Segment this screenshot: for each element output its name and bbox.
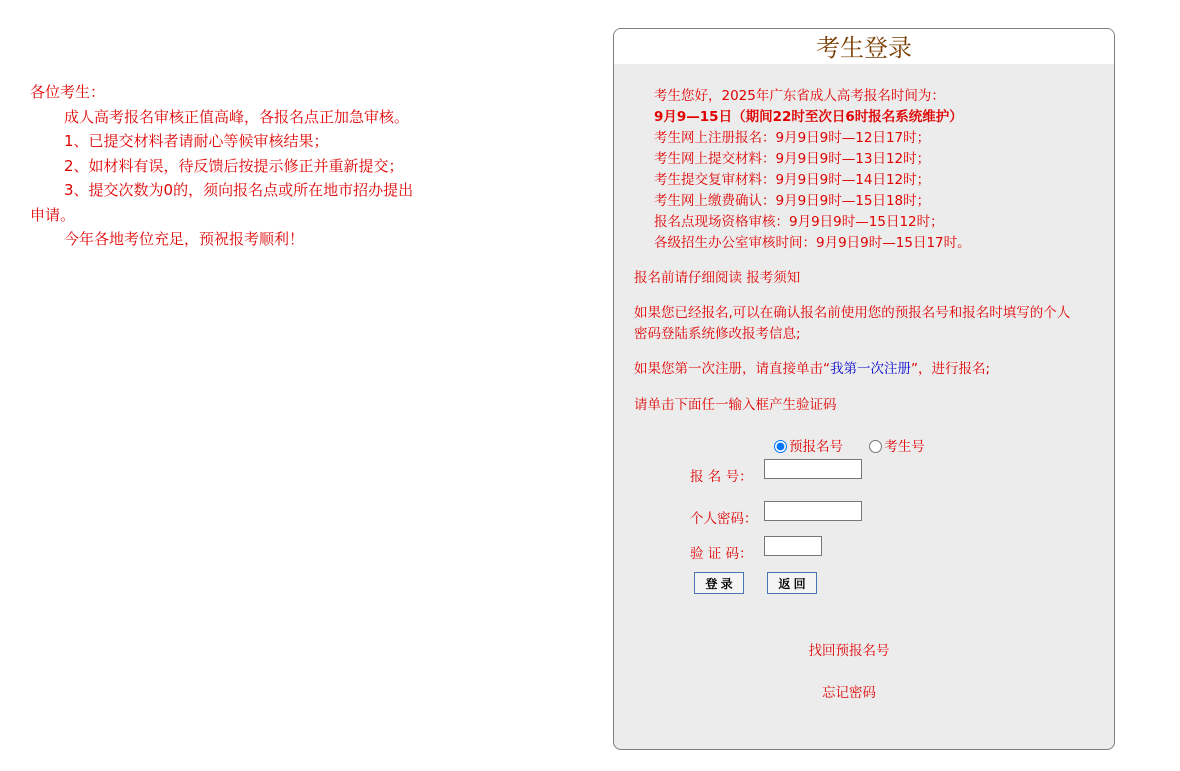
- retrieve-pre-number-link[interactable]: 找回预报名号: [808, 643, 890, 659]
- login-button[interactable]: 登 录: [694, 572, 744, 594]
- password-label: 个人密码：: [690, 511, 758, 527]
- radio-pre-registration[interactable]: [774, 439, 843, 455]
- forgot-password-link[interactable]: 忘记密码: [822, 685, 876, 701]
- id-type-selector: [774, 435, 947, 455]
- registration-schedule: [654, 86, 971, 254]
- notice-text: [30, 80, 422, 252]
- notice-line1: 成人高考报名审核正值高峰，各报名点正加急审核。: [64, 107, 410, 126]
- radio-pre-registration-input[interactable]: [774, 440, 787, 453]
- schedule-office-check: 各级招生办公室审核时间：9月9日9时—15日17时。: [654, 235, 971, 251]
- first-time-suffix: ”，进行报名;: [911, 361, 991, 377]
- registration-number-input[interactable]: [764, 459, 862, 479]
- captcha-hint: 请单击下面任一输入框产生验证码: [634, 397, 837, 413]
- panel-title: 考生登录: [614, 29, 1114, 64]
- radio-exam-label: 考生号: [884, 439, 925, 455]
- schedule-period: 9月9—15日（期间22时至次日6时报名系统维护）: [654, 109, 963, 125]
- notice-item1: 1、已提交材料者请耐心等候审核结果；: [64, 132, 329, 150]
- notice-item2: 2、如材料有误，待反馈后按提示修正并重新提交；: [64, 156, 404, 175]
- password-input[interactable]: [764, 501, 862, 521]
- schedule-payment: 考生网上缴费确认：9月9日9时—15日18时；: [654, 193, 931, 209]
- schedule-review-submit: 考生提交复审材料：9月9日9时—14日12时；: [654, 172, 931, 188]
- notice-item3: 3、提交次数为0的，须向报名点或所在地市招办提出申请。: [30, 181, 414, 224]
- captcha-label: 验 证 码：: [690, 546, 753, 562]
- radio-pre-label: 预报名号: [789, 439, 843, 455]
- notice-greeting: 各位考生：: [30, 83, 106, 101]
- schedule-site-check: 报名点现场资格审核：9月9日9时—15日12时；: [654, 214, 944, 230]
- captcha-input[interactable]: [764, 536, 822, 556]
- schedule-intro: 考生您好，2025年广东省成人高考报名时间为：: [654, 88, 945, 104]
- back-button[interactable]: 返 回: [767, 572, 817, 594]
- read-before-text: 报名前请仔细阅读 报考须知: [634, 270, 801, 286]
- notice-closing: 今年各地考位充足，预祝报考顺利！: [64, 230, 305, 248]
- login-panel: [613, 28, 1115, 750]
- registration-number-label: 报 名 号：: [690, 469, 753, 485]
- already-registered-text: 如果您已经报名,可以在确认报名前使用您的预报名号和报名时填写的个人密码登陆系统修改报考信息;: [634, 305, 1071, 342]
- first-registration-link[interactable]: 我第一次注册: [830, 361, 911, 377]
- first-time-prefix: 如果您第一次注册，请直接单击“: [634, 361, 830, 377]
- schedule-register: 考生网上注册报名：9月9日9时—12日17时；: [654, 130, 931, 146]
- schedule-submit: 考生网上提交材料：9月9日9时—13日12时；: [654, 151, 931, 167]
- radio-exam-number[interactable]: [869, 439, 925, 455]
- first-time-text: [634, 359, 1074, 380]
- radio-exam-number-input[interactable]: [869, 440, 882, 453]
